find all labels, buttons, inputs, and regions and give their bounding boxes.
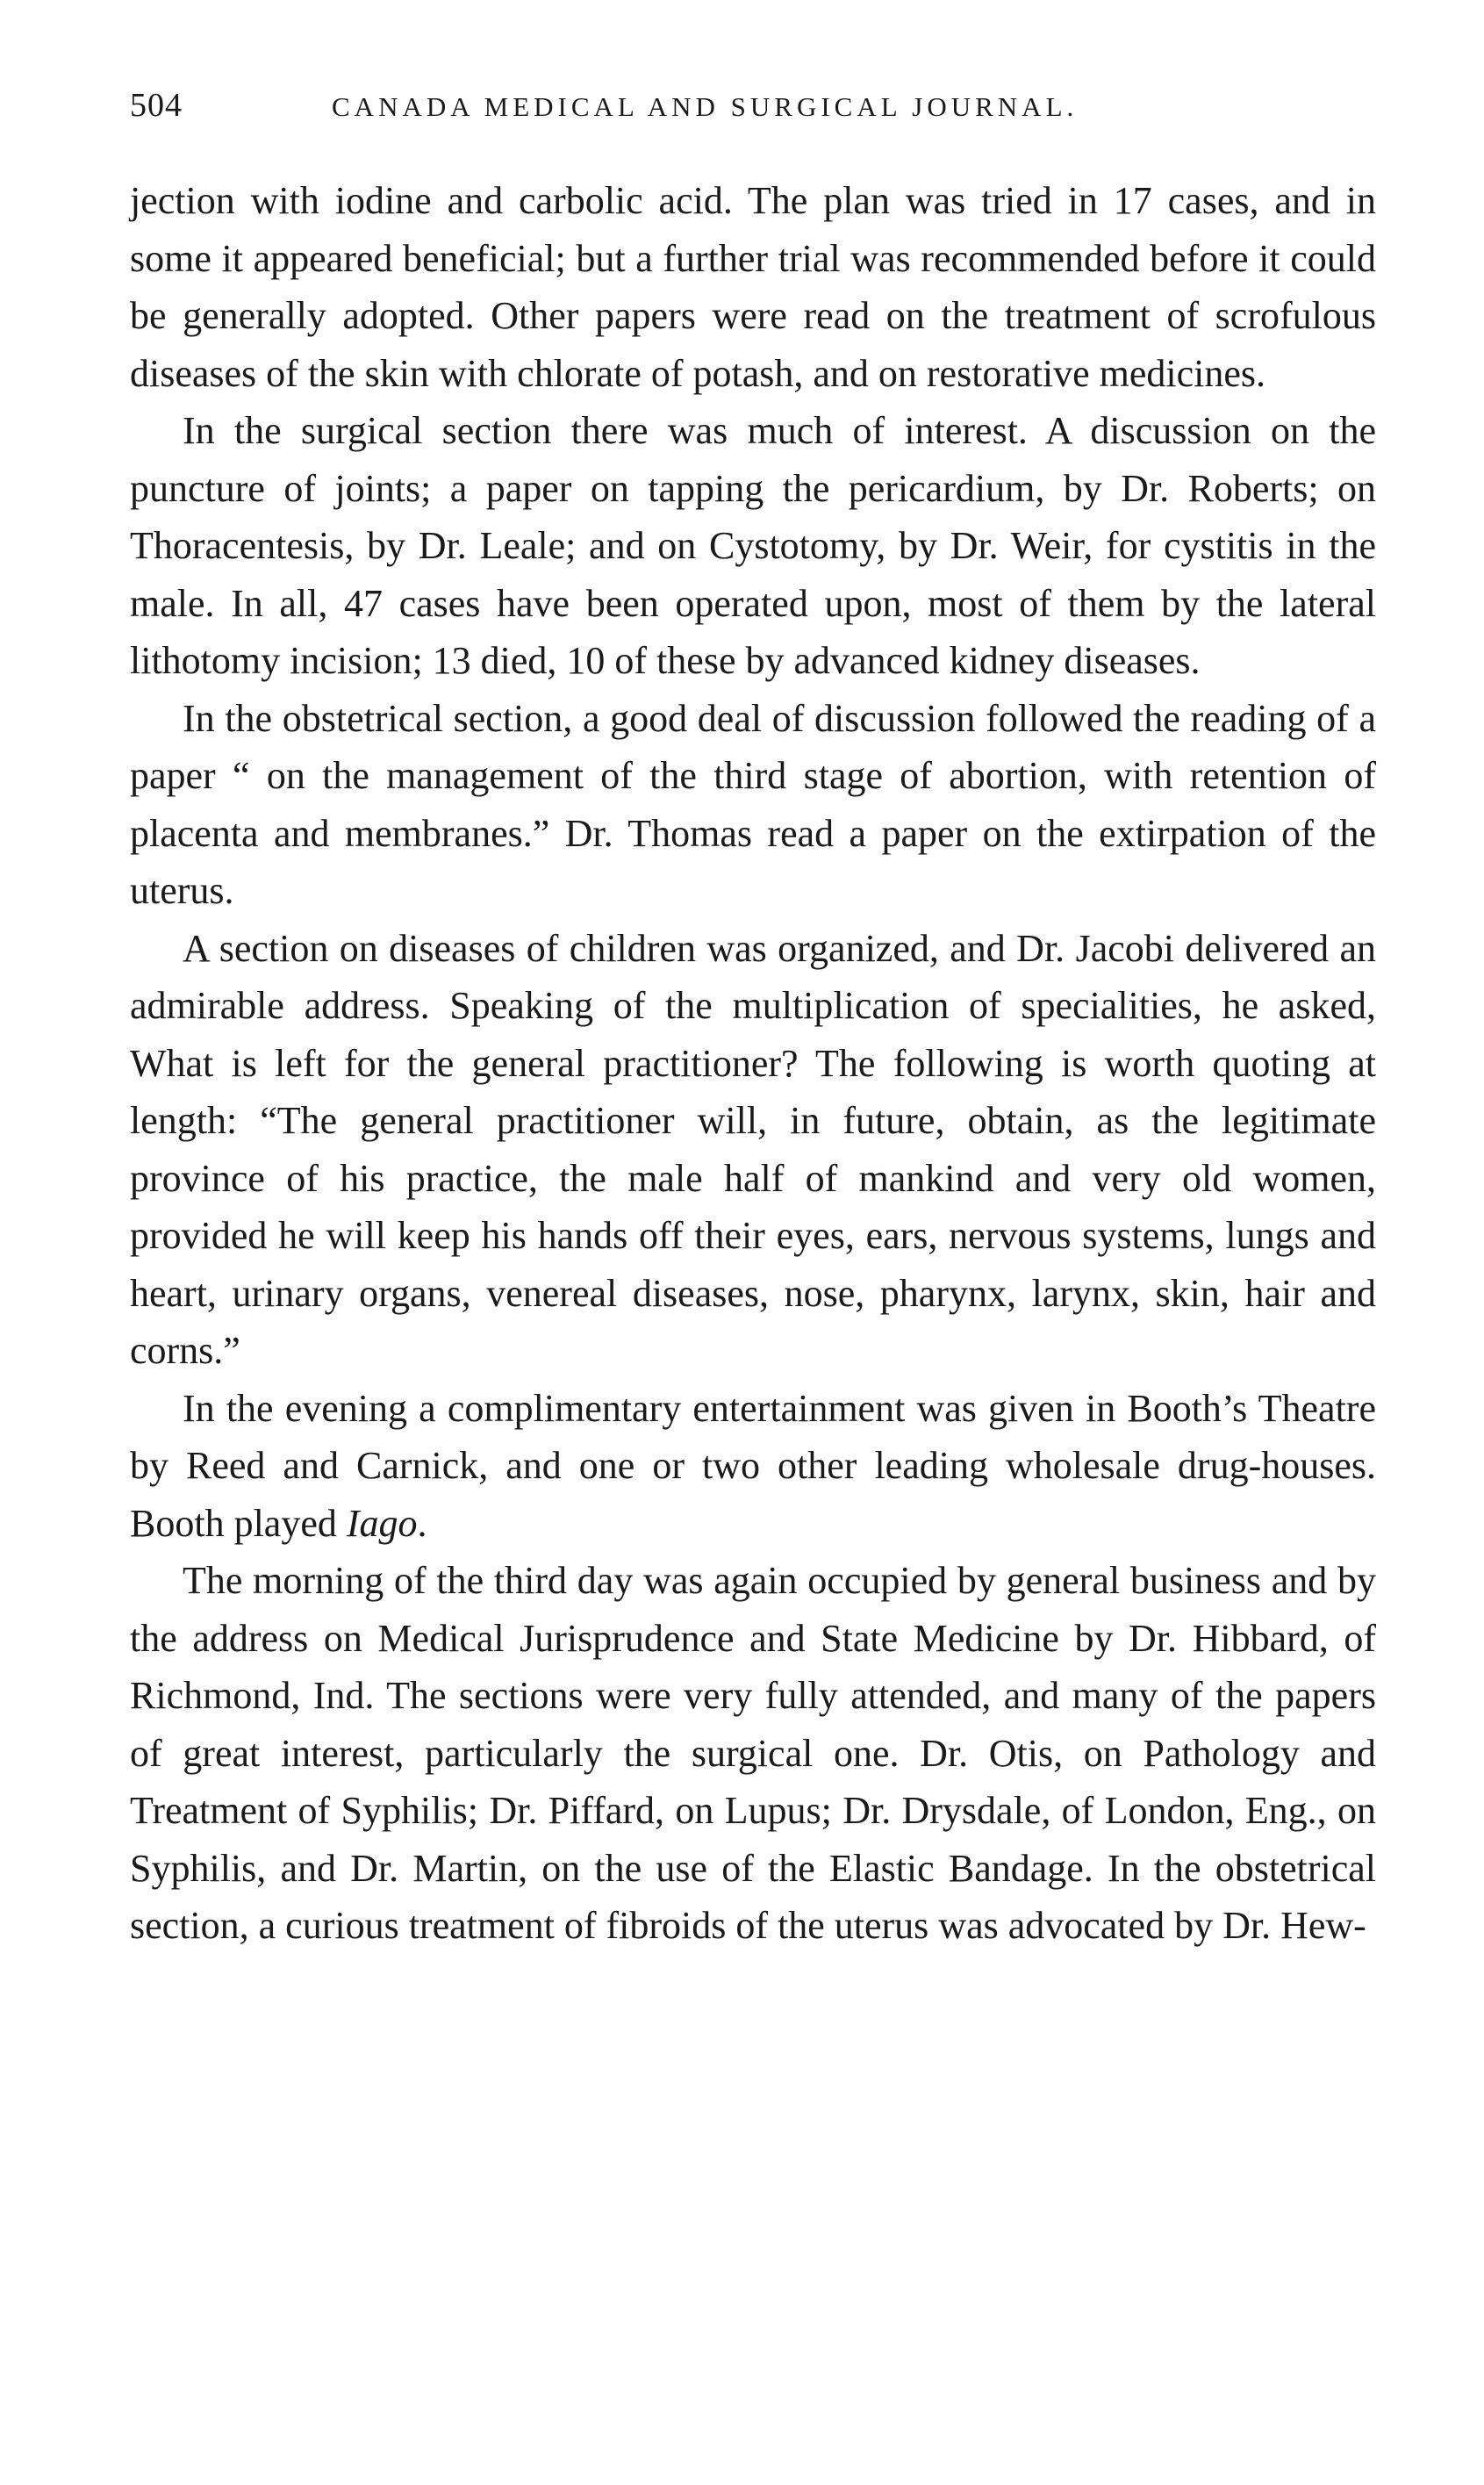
paragraph-evening-entertainment [130, 1380, 1376, 1553]
page-number: 504 [130, 87, 183, 124]
page-header [130, 77, 1376, 147]
journal-page [130, 77, 1376, 1955]
article-body [130, 172, 1376, 1955]
running-title: CANADA MEDICAL AND SURGICAL JOURNAL. [332, 91, 1079, 122]
paragraph-obstetrical-section: In the obstetrical section, a good deal of discussion followed the reading of a paper “ on the management of the third stage of abortion, with retention of placenta and membranes.” Dr. Thomas read a paper on the extirpation of the uterus. [130, 696, 1376, 912]
paragraph-diseases-of-children: A section on diseases of children was organized, and Dr. Jacobi delivered an admirable address. Speaking of the multiplication of specialities, he asked, What is left for the general practitioner? The following is worth quoting at length: “The general practitioner will, in future, obtain, as the legitimate province of his practice, the male half of mankind and very old women, provided he will keep his hands off their eyes, ears, nervous systems, lungs and heart, urinary organs, venereal diseases, nose, pharynx, larynx, skin, hair and corns.” [130, 926, 1376, 1372]
paragraph-third-day: The morning of the third day was again occupied by general business and by the address on Medical Jurisprudence and State Medicine by Dr. Hibbard, of Richmond, Ind. The sections were very fully attended, and many of the papers of great interest, particularly the surgical one. Dr. Otis, on Pathology and Treatment of Syphilis; Dr. Piffard, on Lupus; Dr. Drysdale, of London, Eng., on Syphilis, and Dr. Martin, on the use of the Elastic Bandage. In the obstetrical section, a curious treatment of fibroids of the uterus was advocated by Dr. Hew- [130, 1559, 1376, 1947]
paragraph-continuation: jection with iodine and carbolic acid. The plan was tried in 17 cases, and in some it appeared beneficial; but a further trial was recommended before it could be generally adopted. Other papers were read on the treatment of scrofulous diseases of the skin with chlorate of potash, and on restorative medicines. [130, 179, 1376, 395]
entertainment-text-end: . [417, 1501, 427, 1545]
play-role-italic: Iago [346, 1501, 418, 1545]
entertainment-text: In the evening a complimentary entertainment was given in Booth’s Theatre by Reed and Carnick, and one or two other leading wholesale drug-houses. Booth played [130, 1386, 1376, 1545]
paragraph-surgical-section: In the surgical section there was much of interest. A discussion on the puncture of joints; a paper on tapping the pericardium, by Dr. Roberts; on Thoracentesis, by Dr. Leale; and on Cystotomy, by Dr. Weir, for cystitis in the male. In all, 47 cases have been operated upon, most of them by the lateral lithotomy incision; 13 died, 10 of these by advanced kidney diseases. [130, 409, 1376, 682]
